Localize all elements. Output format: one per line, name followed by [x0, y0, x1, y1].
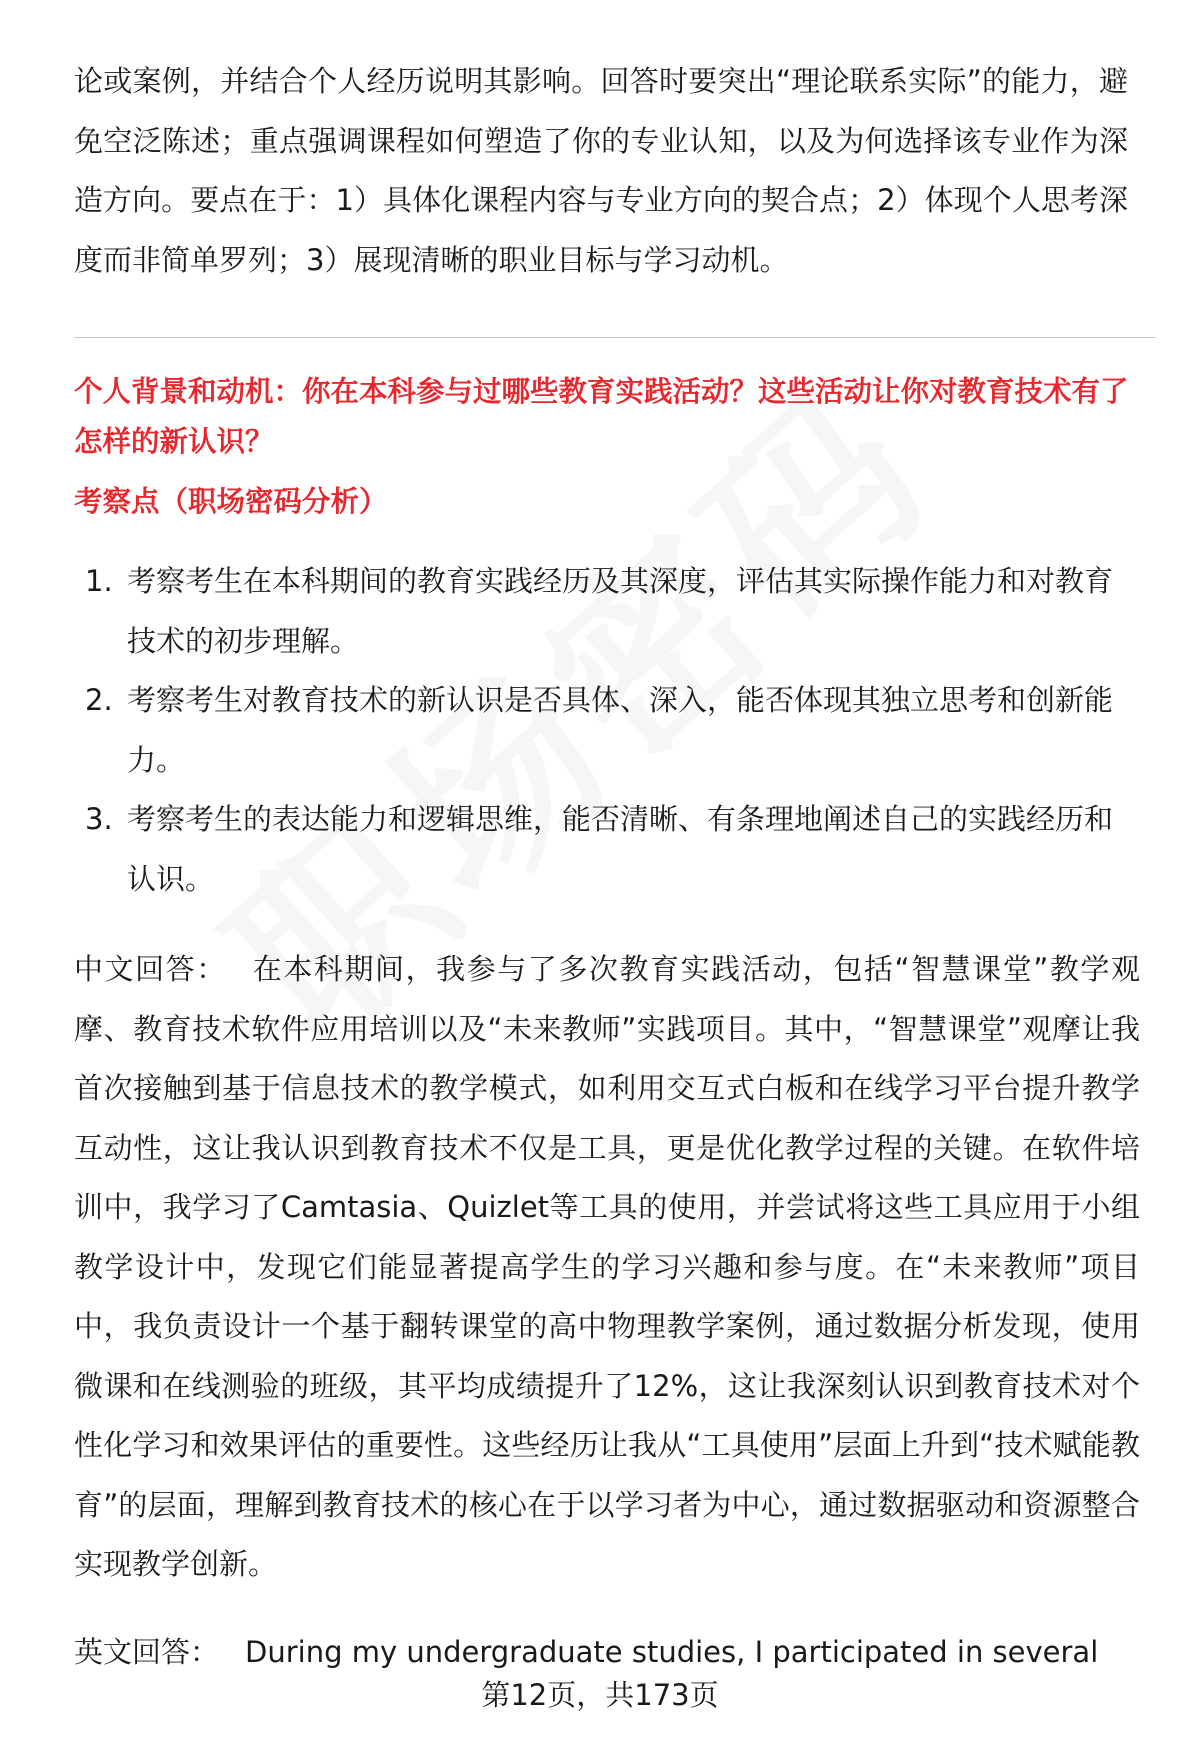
chinese-answer-text: 在本科期间，我参与了多次教育实践活动，包括“智慧课堂”教学观摩、教育技术软件应用培训以及“未来教师”实践项目。其中，“智慧课堂”观摩让我首次接触到基于信息技术的教学模式，如利用交互式白板和在线学习平台提升教学互动性，这让我认识到教育技术不仅是工具，更是优化教学过程的关键。在软件培训中，我学习了Camtasia、Quizlet等工具的使用，并尝试将这些工具应用于小组教学设计中，发现它们能显著提高学生的学习兴趣和参与度。在“未来教师”项目中，我负责设计一个基于翻转课堂的高中物理教学案例，通过数据分析发现，使用微课和在线测验的班级，其平均成绩提升了12%，这让我深刻认识到教育技术对个性化学习和效果评估的重要性。这些经历让我从“工具使用”层面上升到“技术赋能教育”的层面，理解到教育技术的核心在于以学习者为中心，通过数据驱动和资源整合实现教学创新。 — [74, 952, 1140, 1581]
point-text: 考察考生的表达能力和逻辑思维，能否清晰、有条理地阐述自己的实践经历和认识。 — [127, 802, 1114, 896]
english-answer — [74, 1623, 1140, 1683]
english-answer-text: During my undergraduate studies, I participated in several — [245, 1635, 1099, 1669]
section-divider — [74, 337, 1156, 338]
english-answer-label: 英文回答： — [74, 1635, 220, 1669]
question-heading: 个人背景和动机：你在本科参与过哪些教育实践活动？这些活动让你对教育技术有了怎样的新认识？ — [74, 375, 1129, 458]
point-number: 1. — [85, 564, 113, 598]
point-number: 2. — [85, 683, 113, 717]
analysis-title: 考察点（职场密码分析） — [74, 485, 388, 518]
page-footer: 第12页，共173页 — [481, 1678, 719, 1712]
point-text: 考察考生在本科期间的教育实践经历及其深度，评估其实际操作能力和对教育技术的初步理解。 — [127, 564, 1114, 658]
analysis-point — [74, 790, 1140, 909]
point-text: 考察考生对教育技术的新认识是否具体、深入，能否体现其独立思考和创新能力。 — [127, 683, 1114, 777]
chinese-answer-label: 中文回答： — [74, 952, 227, 986]
intro-paragraph: 论或案例，并结合个人经历说明其影响。回答时要突出“理论联系实际”的能力，避免空泛陈述；重点强调课程如何塑造了你的专业认知，以及为何选择该专业作为深造方向。要点在于：1）具体化课程内容与专业方向的契合点；2）体现个人思考深度而非简单罗列；3）展现清晰的职业目标与学习动机。 — [74, 64, 1128, 277]
analysis-point — [74, 671, 1140, 790]
point-number: 3. — [85, 802, 113, 836]
analysis-points — [74, 552, 1140, 909]
chinese-answer — [74, 940, 1140, 1595]
analysis-point — [74, 552, 1140, 671]
